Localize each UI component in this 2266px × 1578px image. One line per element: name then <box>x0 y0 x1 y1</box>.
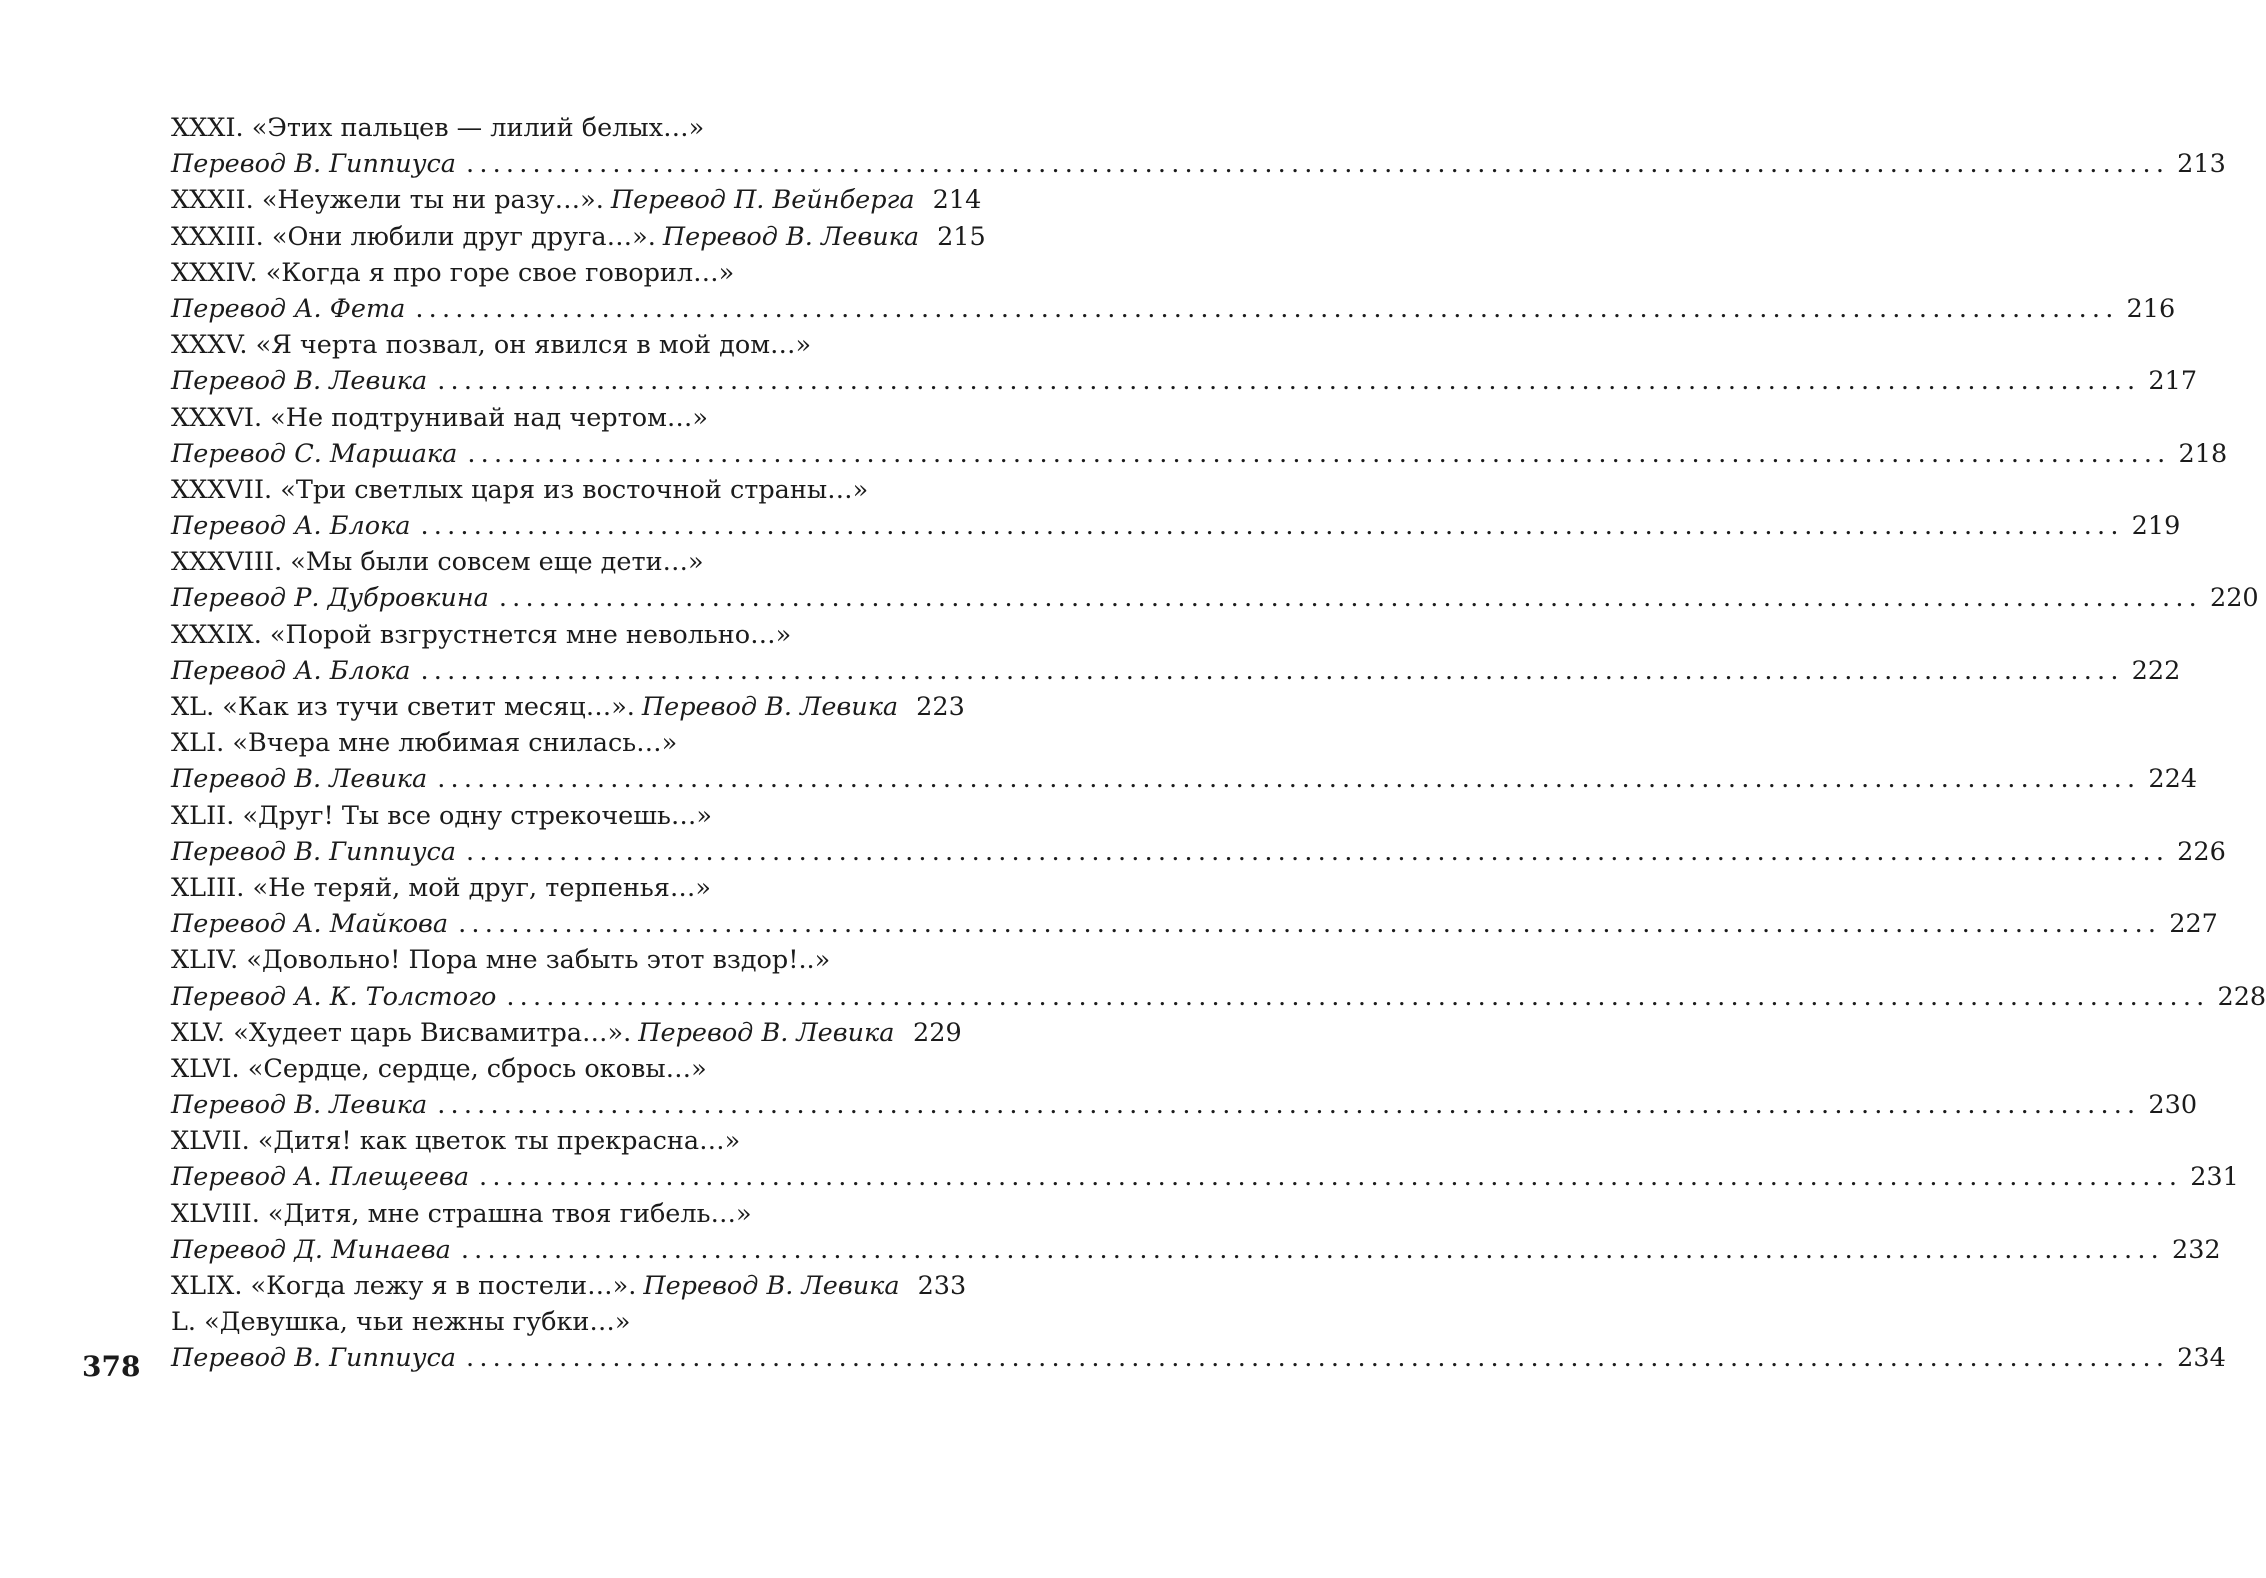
poem-title: XXXIII. «Они любили друг друга…». <box>171 221 656 252</box>
entry-translator-line <box>171 1159 2239 1195</box>
poem-title: XLV. «Худеет царь Висвамитра…». <box>171 1017 632 1048</box>
page-number: 232 <box>2171 1234 2221 1265</box>
page-number: 214 <box>932 185 982 216</box>
poem-title: XXXIX. «Порой взгрустнется мне невольно…» <box>171 619 792 650</box>
dot-leader: ................................................................................................................................ <box>458 909 2162 940</box>
page-number: 224 <box>2148 764 2198 795</box>
poem-title: XXXVIII. «Мы были совсем еще дети…» <box>171 547 704 578</box>
entry-title-line <box>171 1123 961 1159</box>
page-number: 223 <box>916 692 965 722</box>
toc-entry <box>171 400 2228 472</box>
entry-translator-line <box>171 1087 2198 1123</box>
dot-leader <box>904 1015 905 1051</box>
dot-leader: ................................................................................................................................ <box>437 1090 2141 1121</box>
entry-translator-line <box>171 979 2266 1015</box>
poem-title: XLIX. «Когда лежу я в постели…». <box>171 1271 637 1301</box>
dot-leader: ................................................................................................................................ <box>466 836 2170 867</box>
entry-translator-line <box>171 834 2226 870</box>
entry-title-line <box>171 327 961 363</box>
entry-title-line <box>171 472 961 508</box>
poem-title: XLII. «Друг! Ты все одну стрекочешь…» <box>171 800 712 831</box>
entry-translator-line <box>171 436 2228 472</box>
entry-line <box>171 689 965 725</box>
entry-title-line <box>171 942 961 978</box>
toc-entry <box>171 1196 2221 1268</box>
poem-title: XLIV. «Довольно! Пора мне забыть этот вздор!..» <box>171 945 831 976</box>
poem-title: XXXII. «Неужели ты ни разу…». <box>171 185 604 216</box>
entry-translator-line <box>171 291 2176 327</box>
toc-entry <box>171 617 2181 689</box>
toc-entry <box>171 1123 2239 1195</box>
page-number: 234 <box>2177 1343 2226 1374</box>
translator-credit: Перевод С. Маршака <box>171 438 458 469</box>
entry-title-line <box>171 1196 961 1232</box>
entry-title-line <box>171 110 961 146</box>
poem-title: XXXV. «Я черта позвал, он явился в мой дом…» <box>171 330 812 361</box>
poem-title: XXXIV. «Когда я про горе свое говорил…» <box>171 257 735 288</box>
translator-credit: Перевод В. Левика <box>638 1017 895 1048</box>
toc-entry <box>171 219 986 255</box>
dot-leader: ................................................................................................................................ <box>467 438 2171 469</box>
translator-credit: Перевод В. Левика <box>641 692 899 722</box>
page-number: 216 <box>2126 293 2176 324</box>
translator-credit: Перевод В. Левика <box>171 366 428 397</box>
translator-credit: Перевод В. Гиппиуса <box>171 149 457 180</box>
entry-translator-line <box>171 363 2198 399</box>
entry-line <box>171 182 982 218</box>
translator-credit: Перевод А. Майкова <box>171 909 449 940</box>
translator-credit: Перевод П. Вейнберга <box>610 185 915 216</box>
table-of-contents <box>171 110 2266 1377</box>
entry-line <box>171 1015 961 1051</box>
translator-credit: Перевод В. Левика <box>171 1090 428 1121</box>
page-number: 229 <box>913 1017 962 1048</box>
page-number: 213 <box>2177 149 2226 180</box>
toc-entry <box>171 798 2226 870</box>
translator-credit: Перевод Д. Минаева <box>171 1234 451 1265</box>
toc-entry <box>171 1304 2226 1376</box>
entry-title-line <box>171 870 961 906</box>
poem-title: L. «Девушка, чьи нежны губки…» <box>171 1307 631 1338</box>
toc-entry <box>171 870 2218 942</box>
entry-translator-line <box>171 761 2198 797</box>
toc-entry <box>171 327 2198 399</box>
entry-title-line <box>171 617 961 653</box>
poem-title: XXXVII. «Три светлых царя из восточной страны…» <box>171 474 869 505</box>
poem-title: XLVII. «Дитя! как цветок ты прекрасна…» <box>171 1126 741 1157</box>
entry-translator-line <box>171 146 2226 182</box>
translator-credit: Перевод А. Плещеева <box>171 1162 470 1193</box>
translator-credit: Перевод В. Левика <box>643 1271 900 1301</box>
entry-title-line <box>171 544 961 580</box>
page-number: 227 <box>2169 909 2218 940</box>
toc-entry <box>171 1268 967 1304</box>
dot-leader: ................................................................................................................................ <box>420 655 2124 686</box>
translator-credit: Перевод А. Фета <box>171 293 406 324</box>
translator-credit: Перевод В. Левика <box>662 221 920 252</box>
translator-credit: Перевод В. Левика <box>171 764 428 795</box>
page-number: 228 <box>2217 981 2266 1012</box>
poem-title: XLIII. «Не теряй, мой друг, терпенья…» <box>171 872 711 903</box>
poem-title: XLVI. «Сердце, сердце, сбрось оковы…» <box>171 1053 707 1084</box>
dot-leader: ................................................................................................................................ <box>437 764 2141 795</box>
entry-translator-line <box>171 1340 2226 1376</box>
toc-entry <box>171 472 2181 544</box>
toc-entry <box>171 942 2266 1014</box>
page-folio-number: 378 <box>82 1350 141 1383</box>
page-number: 233 <box>917 1271 967 1301</box>
dot-leader: ................................................................................................................................ <box>420 511 2124 542</box>
dot-leader: ................................................................................................................................ <box>437 366 2141 397</box>
toc-entry <box>171 255 2176 327</box>
translator-credit: Перевод В. Гиппиуса <box>171 836 457 867</box>
entry-translator-line <box>171 508 2181 544</box>
toc-entry <box>171 110 2226 182</box>
page-number: 222 <box>2131 655 2181 686</box>
entry-translator-line <box>171 653 2181 689</box>
dot-leader: ................................................................................................................................ <box>460 1234 2164 1265</box>
dot-leader: ................................................................................................................................ <box>498 583 2202 614</box>
translator-credit: Перевод А. Блока <box>171 655 411 686</box>
poem-title: XXXVI. «Не подтрунивай над чертом…» <box>171 402 709 433</box>
dot-leader: ................................................................................................................................ <box>415 293 2119 324</box>
poem-title: XXXI. «Этих пальцев — лилий белых…» <box>171 113 705 143</box>
toc-entry <box>171 544 2259 616</box>
dot-leader: ................................................................................................................................ <box>506 981 2210 1012</box>
poem-title: XLI. «Вчера мне любимая снилась…» <box>171 728 678 759</box>
translator-credit: Перевод Р. Дубровкина <box>171 583 489 614</box>
entry-translator-line <box>171 580 2259 616</box>
translator-credit: Перевод А. К. Толстого <box>171 981 497 1012</box>
translator-credit: Перевод В. Гиппиуса <box>171 1343 457 1374</box>
entry-title-line <box>171 725 961 761</box>
page-number: 217 <box>2148 366 2198 397</box>
entry-line <box>171 219 986 255</box>
page-number: 226 <box>2177 836 2226 867</box>
page-number: 220 <box>2209 583 2259 614</box>
page-number: 231 <box>2190 1162 2239 1193</box>
entry-translator-line <box>171 906 2218 942</box>
entry-title-line <box>171 798 961 834</box>
toc-entry <box>171 725 2198 797</box>
poem-title: XLVIII. «Дитя, мне страшна твоя гибель…» <box>171 1198 752 1229</box>
poem-title: XL. «Как из тучи светит месяц…». <box>171 692 635 722</box>
entry-title-line <box>171 1051 961 1087</box>
page-number: 219 <box>2131 511 2181 542</box>
entry-title-line <box>171 1304 961 1340</box>
entry-title-line <box>171 255 961 291</box>
entry-translator-line <box>171 1232 2221 1268</box>
dot-leader: ................................................................................................................................ <box>479 1162 2183 1193</box>
entry-title-line <box>171 400 961 436</box>
toc-entry <box>171 689 965 725</box>
page-number: 215 <box>937 221 986 252</box>
dot-leader: ................................................................................................................................ <box>466 149 2170 180</box>
translator-credit: Перевод А. Блока <box>171 511 411 542</box>
entry-line <box>171 1268 967 1304</box>
page-number: 230 <box>2148 1090 2198 1121</box>
page-number: 218 <box>2178 438 2228 469</box>
dot-leader: ................................................................................................................................ <box>466 1343 2170 1374</box>
toc-entry <box>171 1051 2198 1123</box>
toc-entry <box>171 182 982 218</box>
toc-entry <box>171 1015 961 1051</box>
